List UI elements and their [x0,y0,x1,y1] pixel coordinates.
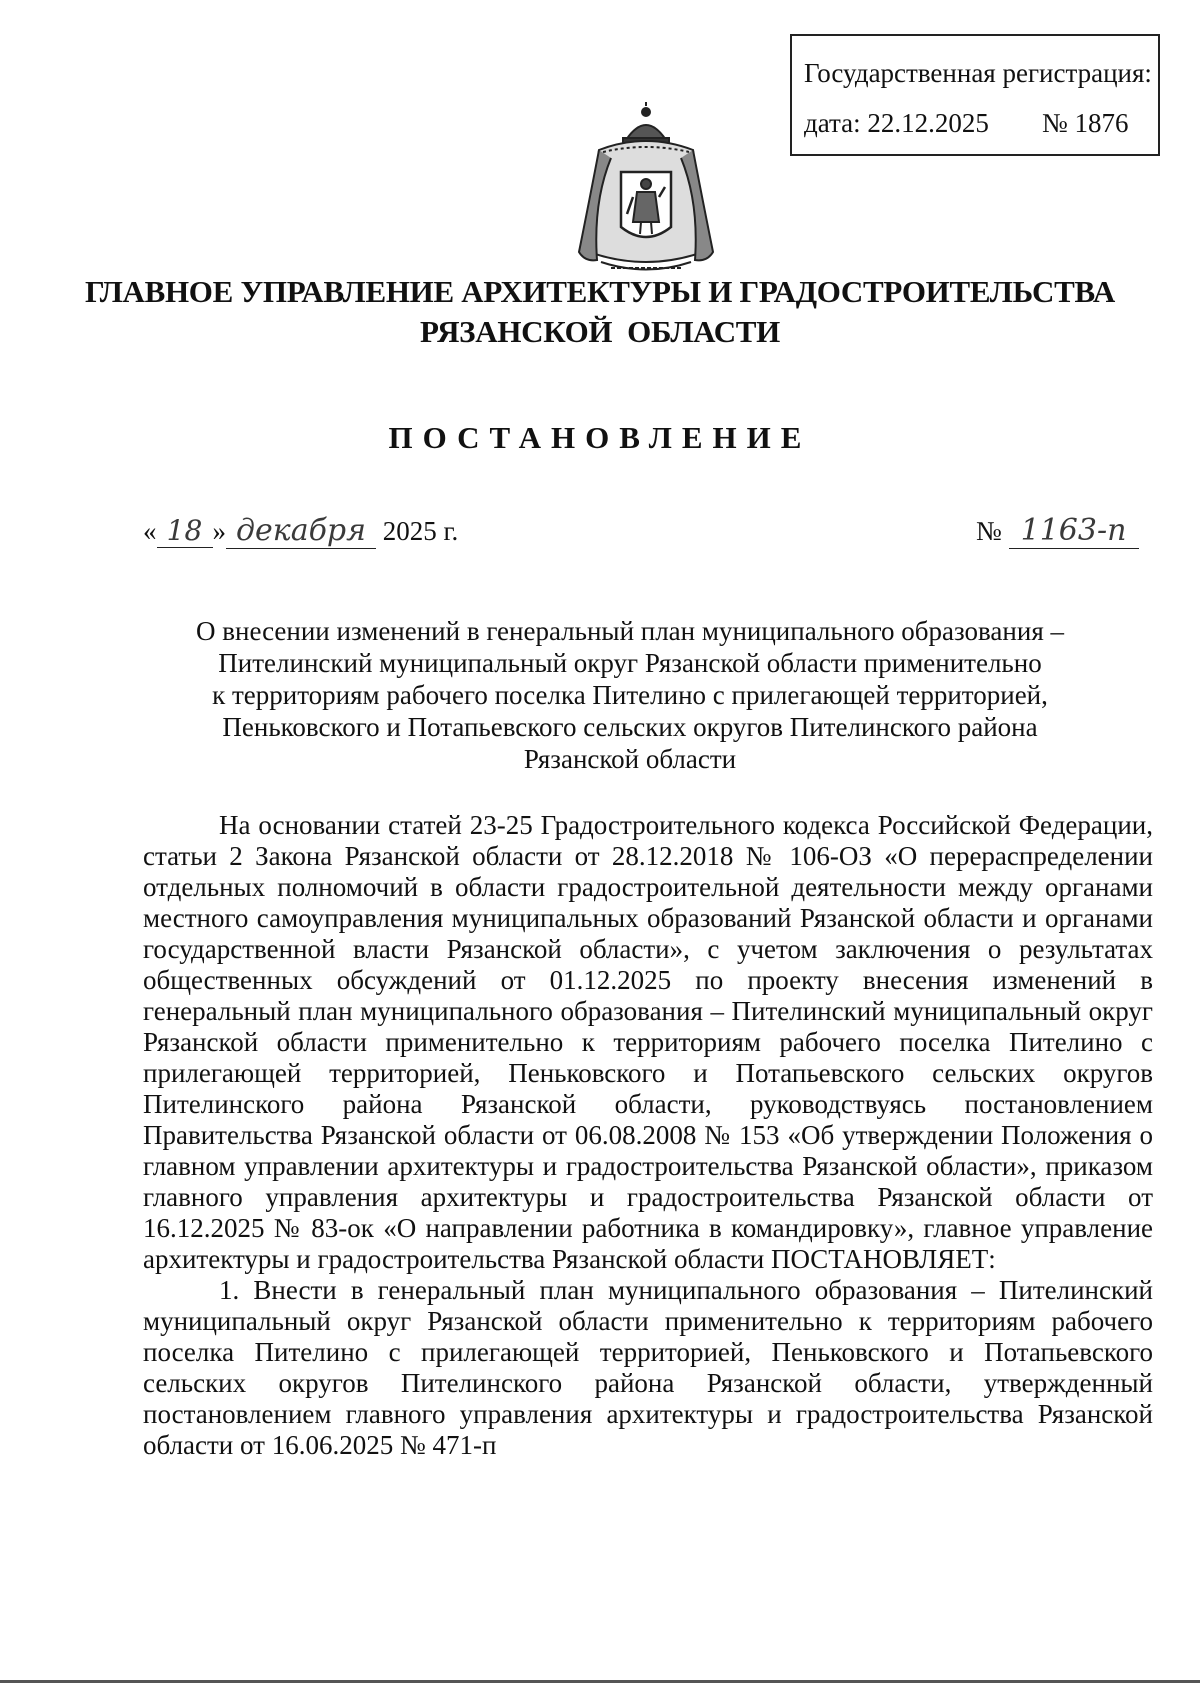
subject-line: О внесении изменений в генеральный план муниципального образования – [196,616,1064,646]
scan-edge-divider [0,1680,1200,1683]
quote-close: » [212,516,226,546]
decree-number [976,513,1139,549]
item-1-paragraph: 1. Внести в генеральный план муниципального образования – Пителинский муниципальный округ Рязанской области применительно к территориям рабочего поселка Пителино с прилегающей территорией, Пеньковского и Потапьевского сельских округов Пителинского района Рязанской области, утвержденный постановлением главного управления архитектуры и градостроительства Рязанской области от 16.06.2025 № 471-п [143,1275,1153,1460]
agency-name-line2: РЯЗАНСКОЙ ОБЛАСТИ [419,314,781,349]
subject-line: Пеньковского и Потапьевского сельских округов Пителинского района [222,712,1038,742]
subject-line: Рязанской области [523,744,737,774]
quote-open: « [143,516,157,546]
document-type-heading: ПОСТАНОВЛЕНИЕ [388,420,812,455]
handwritten-number: 1163-п [1009,513,1139,549]
registration-date: дата: 22.12.2025 [804,108,989,138]
agency-name-line1: ГЛАВНОЕ УПРАВЛЕНИЕ АРХИТЕКТУРЫ И ГРАДОСТРОИТЕЛЬСТВА [84,274,1115,309]
handwritten-month: декабря [226,513,376,549]
decree-subject [150,615,1110,775]
preamble-paragraph: На основании статей 23-25 Градостроительного кодекса Российской Федерации, статьи 2 Закона Рязанской области от 28.12.2018 № 106-ОЗ «О перераспределении отдельных полномочий в области градостроительной деятельности между органами местного самоуправления муниципальных образований Рязанской области и органами государственной власти Рязанской области», с учетом заключения о результатах общественных обсуждений от 01.12.2025 по проекту внесения изменений в генеральный план муниципального образования – Пителинский муниципальный округ Рязанской области применительно к территориям рабочего поселка Пителино с прилегающей территорией, Пеньковского и Потапьевского сельских округов Пителинского района Рязанской области, руководствуясь постановлением Правительства Рязанской области от 06.08.2008 № 153 «Об утверждении Положения о главном управлении архитектуры и градостроительства Рязанской области», приказом главного управления архитектуры и градостроительства Рязанской области от 16.12.2025 № 83-ок «О направлении работника в командировку», главное управление архитектуры и градостроительства Рязанской области ПОСТАНОВЛЯЕТ: [143,810,1153,1274]
decree-year: 2025 г. [382,516,459,546]
decree-number-prefix: № [976,516,1002,546]
subject-line: Пителинский муниципальный округ Рязанской области применительно [218,648,1042,678]
handwritten-day: 18 [157,514,213,548]
decree-body [143,810,1153,1461]
agency-name [0,272,1200,352]
registration-stamp [790,34,1160,156]
subject-line: к территориям рабочего поселка Пителино с прилегающей территорией, [212,680,1048,710]
ryazan-coat-of-arms-icon [571,102,721,280]
registration-number: № 1876 [1042,108,1129,138]
registration-title: Государственная регистрация: [804,58,1152,88]
decree-date [143,513,458,549]
